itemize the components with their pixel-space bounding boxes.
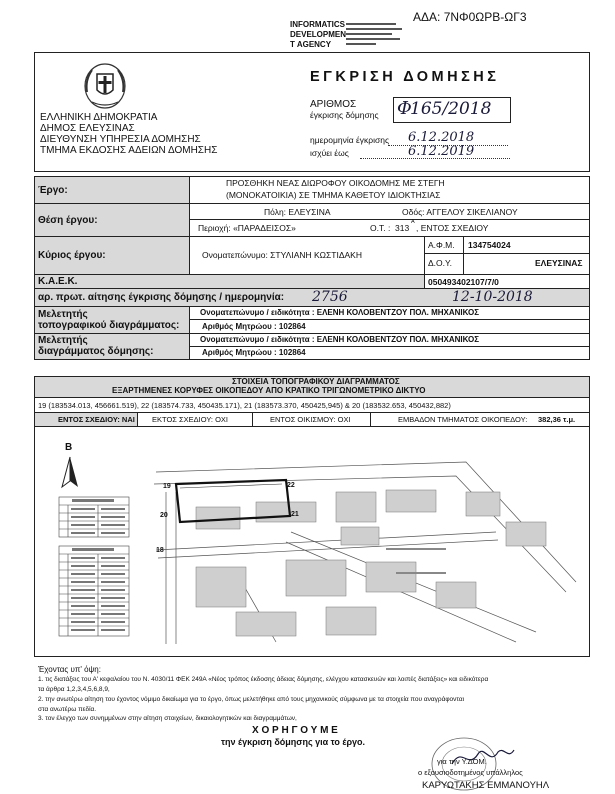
col-divider — [424, 236, 425, 274]
meletitis1-label: τοπογραφικού διαγράμματος: — [38, 320, 180, 331]
footer-item2: 2. την ανωτέρω αίτηση του έχοντος νόμιμο δικαίωμα για το έργο, όπως μελετήθηκε από τους μηχανικούς σύμφωνα με τα στοιχεία που αναγράφονται — [38, 696, 465, 703]
thesi-label: Θέση έργου: — [38, 215, 98, 226]
row-line — [189, 319, 590, 320]
topo-title2: ΕΞΑΡΤΗΜΕΝΕΣ ΚΟΡΥΦΕΣ ΟΙΚΟΠΕΔΟΥ ΑΠΟ ΚΡΑΤΙΚΟ ΤΡΙΓΩΝΟΜΕΤΡΙΚΟ ΔΙΚΤΥΟ — [112, 386, 426, 395]
kaek-label: Κ.Α.Ε.Κ. — [38, 276, 78, 287]
doy-label: Δ.Ο.Υ. — [428, 258, 452, 268]
oikismos-value: ΕΝΤΟΣ ΟΙΚΙΣΜΟΥ: ΟΧΙ — [270, 415, 351, 424]
xorigoume-sub: την έγκριση δόμησης για το έργο. — [221, 737, 366, 747]
meletitis2-name: Ονοματεπώνυμο / ειδικότητα : ΕΛΕΝΗ ΚΟΛΟΒΕΝΤΖΟΥ ΠΟΛ. ΜΗΧΑΝΙΚΟΣ — [200, 335, 480, 344]
date-label: ημερομηνία έγκρισης — [310, 135, 390, 145]
point-label-18: 18 — [156, 547, 164, 554]
footer-item2: στα ανωτέρω πεδία. — [38, 706, 97, 713]
informatics-stamp — [290, 21, 410, 51]
aitisi-date: 12-10-2018 — [452, 289, 533, 305]
doy-value: ΕΛΕΥΣΙΝΑΣ — [535, 258, 583, 268]
signature-line2: ο εξουσιοδοτημένος υπάλληλος — [418, 768, 523, 777]
row-line — [189, 346, 590, 347]
kaek-value: 050493402107/7/0 — [428, 277, 499, 287]
ot-value: 313 — [395, 223, 410, 233]
org-line: ΤΜΗΜΑ ΕΚΔΟΣΗΣ ΑΔΕΙΩΝ ΔΟΜΗΣΗΣ — [40, 145, 218, 156]
col-divider — [370, 412, 371, 426]
afm-label: Α.Φ.Μ. — [428, 240, 455, 250]
emvadon-value: 382,36 τ.μ. — [538, 415, 576, 424]
footer-item1: τα άρθρα 1,2,3,4,5,6,8,9, — [38, 686, 110, 693]
row-line — [34, 426, 590, 427]
row-line — [424, 253, 590, 254]
topo-title1: ΣΤΟΙΧΕΙΑ ΤΟΠΟΓΡΑΦΙΚΟΥ ΔΙΑΓΡΑΜΜΑΤΟΣ — [232, 377, 400, 386]
topo-coords: 19 (183534.013, 456661.519), 22 (183574.733, 450435.171), 21 (183573.370, 450425,945) & 20 (183532.653, 450432,882) — [38, 401, 451, 410]
point-label-21: 21 — [291, 511, 299, 518]
org-line: ΕΛΛΗΝΙΚΗ ΔΗΜΟΚΡΑΤΙΑ — [40, 112, 158, 123]
point-label-19: 19 — [163, 483, 171, 490]
informatics-line: DEVELOPMEN — [290, 30, 347, 39]
emvadon-label: ΕΜΒΑΔΟΝ ΤΜΗΜΑΤΟΣ ΟΙΚΟΠΕΔΟΥ: — [398, 415, 528, 424]
aitisi-label: αρ. πρωτ. αίτησης έγκρισης δόμησης / ημερομηνία: — [38, 292, 285, 303]
kyrios-value: Ονοματεπώνυμο: ΣΤΥΛΙΑΝΗ ΚΩΣΤΙΔΑΚΗ — [202, 250, 362, 260]
org-line: ΔΗΜΟΣ ΕΛΕΥΣΙΝΑΣ — [40, 123, 135, 134]
row-line — [189, 219, 590, 220]
ergo-line1: ΠΡΟΣΘΗΚΗ ΝΕΑΣ ΔΙΩΡΟΦΟΥ ΟΙΚΟΔΟΜΗΣ ΜΕ ΣΤΕΓΗ — [226, 178, 445, 188]
ot-label: Ο.Τ. : — [370, 223, 391, 233]
ergo-label: Έργο: — [38, 185, 68, 196]
kyrios-label: Κύριος έργου: — [38, 250, 106, 261]
document-title: ΕΓΚΡΙΣΗ ΔΟΜΗΣΗΣ — [310, 69, 500, 85]
kaek-row-bg — [35, 275, 424, 288]
afm-value: 134754024 — [468, 240, 511, 250]
footer-item1: 1. τις διατάξεις του Α' κεφαλαίου του Ν. 4030/11 ΦΕΚ 249Α «Νέος τρόπος έκδοσης άδειας δόμησης, ελέγχου κατασκευών και λοιπές διατάξεις» και ειδικότερα — [38, 676, 489, 683]
entos-value: ΕΝΤΟΣ ΣΧΕΔΙΟΥ: ΝΑΙ — [58, 415, 135, 424]
valid-value: 6.12.2019 — [408, 144, 475, 159]
ergo-line2: (ΜΟΝΟΚΑΤΟΙΚΙΑ) ΣΕ ΤΜΗΜΑ ΚΑΘΕΤΟΥ ΙΔΙΟΚΤΗΣΙΑΣ — [226, 190, 441, 200]
signature-line1: για την Υ.ΔΟΜ. — [437, 757, 487, 766]
ot-rest: , ΕΝΤΟΣ ΣΧΕΔΙΟΥ — [416, 223, 489, 233]
site-plan-drawing — [136, 432, 584, 652]
point-label-22: 22 — [287, 482, 295, 489]
col-divider — [424, 274, 425, 288]
col-divider — [252, 412, 253, 426]
ot-superscript: Α — [411, 219, 415, 225]
north-arrow-icon — [58, 455, 82, 491]
meletitis2-label: διαγράμματος δόμησης: — [38, 346, 154, 357]
valid-label: ισχύει έως — [310, 148, 349, 158]
xorigoume-heading: Χ Ο Ρ Η Γ Ο Υ Μ Ε — [252, 725, 338, 736]
informatics-line: T AGENCY — [290, 40, 332, 49]
date-value: 6.12.2018 — [408, 130, 475, 145]
col-divider — [137, 412, 138, 426]
greek-emblem-icon — [82, 62, 128, 110]
col-divider — [463, 236, 464, 274]
footer-intro: Έχοντας υπ' όψη: — [38, 665, 101, 674]
odos-value: Οδός: ΑΓΓΕΛΟΥ ΣΙΚΕΛΙΑΝΟΥ — [402, 207, 518, 217]
meletitis1-label: Μελετητής — [38, 309, 88, 320]
point-label-20: 20 — [160, 512, 168, 519]
col-divider — [189, 236, 190, 274]
signature-name: ΚΑΡΥΩΤΑΚΗΣ ΕΜΜΑΝΟΥΗΛ — [422, 780, 550, 791]
coordinate-tables — [58, 496, 130, 642]
arithmos-value: 165/2018 — [410, 99, 492, 119]
org-line: ΔΙΕΥΘΥΝΣΗ ΥΠΗΡΕΣΙΑ ΔΟΜΗΣΗΣ — [40, 134, 201, 145]
perioxi-value: Περιοχή: «ΠΑΡΑΔΕΙΣΟΣ» — [198, 223, 296, 233]
north-label: Β — [65, 442, 73, 453]
arithmos-label: ΑΡΙΘΜΟΣ — [310, 99, 357, 110]
footer-item3: 3. τον έλεγχο των συνημμένων στην αίτηση στοιχείων, δικαιολογητικών και διαγραμμάτων, — [38, 715, 297, 722]
phi-mark: Φ — [397, 98, 412, 119]
meletitis1-mitroo: Αριθμός Μητρώου : 102864 — [202, 322, 306, 331]
ada-code: ΑΔΑ: 7ΝΦ0ΩΡΒ-ΩΓ3 — [413, 10, 527, 24]
ektos-value: ΕΚΤΟΣ ΣΧΕΔΙΟΥ: ΟΧΙ — [152, 415, 229, 424]
row-line — [34, 397, 590, 398]
stamp-small-print — [346, 22, 404, 48]
meletitis1-name: Ονοματεπώνυμο / ειδικότητα : ΕΛΕΝΗ ΚΟΛΟΒΕΝΤΖΟΥ ΠΟΛ. ΜΗΧΑΝΙΚΟΣ — [200, 308, 480, 317]
meletitis2-mitroo: Αριθμός Μητρώου : 102864 — [202, 348, 306, 357]
aitisi-number: 2756 — [312, 289, 348, 305]
poli-value: Πόλη: ΕΛΕΥΣΙΝΑ — [264, 207, 331, 217]
arithmos-sublabel: έγκρισης δόμησης — [310, 110, 379, 120]
informatics-line: INFORMATICS — [290, 20, 345, 29]
meletitis2-label: Μελετητής — [38, 335, 88, 346]
